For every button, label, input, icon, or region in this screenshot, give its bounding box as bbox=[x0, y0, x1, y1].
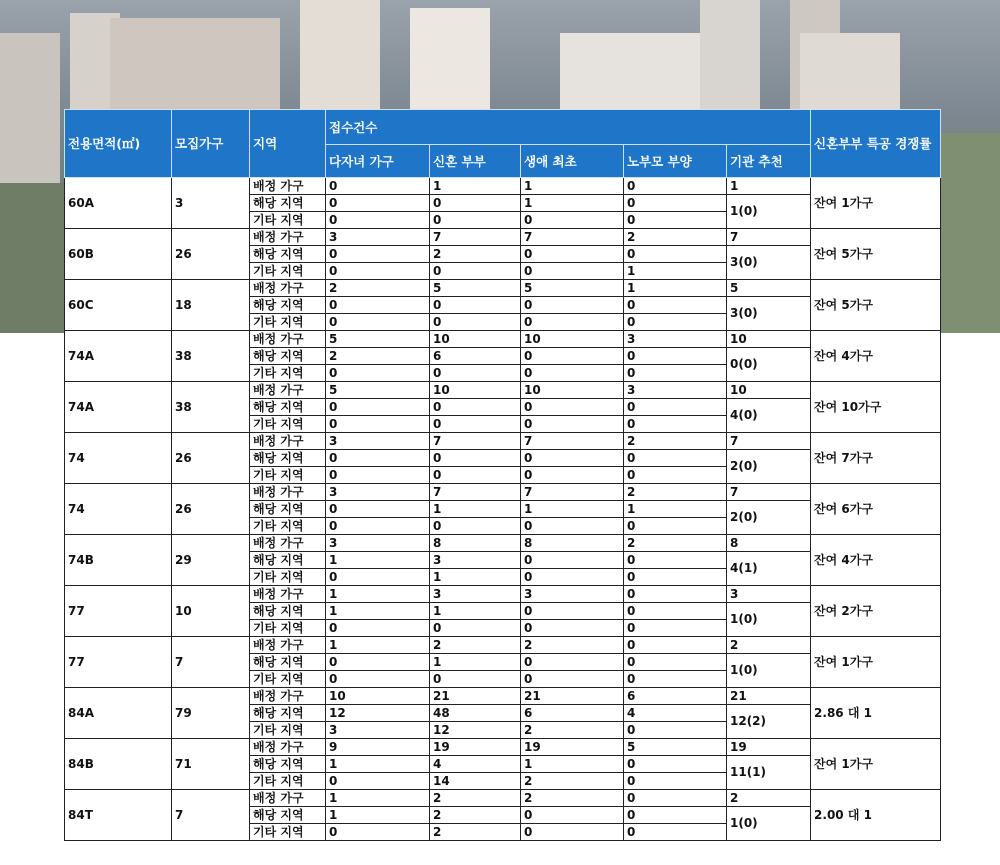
institution-merged-cell: 3(0) bbox=[727, 246, 811, 280]
region-cell: 기타 지역 bbox=[250, 569, 326, 586]
region-cell: 기타 지역 bbox=[250, 773, 326, 790]
area-cell: 77 bbox=[65, 637, 172, 688]
region-cell: 해당 지역 bbox=[250, 297, 326, 314]
multi-child-cell: 1 bbox=[326, 807, 430, 824]
supply-cell: 26 bbox=[172, 433, 250, 484]
multi-child-cell: 0 bbox=[326, 212, 430, 229]
region-cell: 기타 지역 bbox=[250, 518, 326, 535]
elderly-parents-cell: 2 bbox=[624, 433, 727, 450]
elderly-parents-cell: 2 bbox=[624, 535, 727, 552]
table-row bbox=[65, 229, 941, 246]
institution-merged-cell: 1(0) bbox=[727, 195, 811, 229]
table-row bbox=[65, 331, 941, 348]
first-home-cell: 0 bbox=[521, 552, 624, 569]
first-home-cell: 1 bbox=[521, 756, 624, 773]
header-elderly-parents: 노부모 부양 bbox=[624, 145, 727, 178]
first-home-cell: 2 bbox=[521, 790, 624, 807]
region-cell: 해당 지역 bbox=[250, 246, 326, 263]
multi-child-cell: 0 bbox=[326, 654, 430, 671]
area-cell: 84B bbox=[65, 739, 172, 790]
multi-child-cell: 2 bbox=[326, 280, 430, 297]
multi-child-cell: 0 bbox=[326, 569, 430, 586]
elderly-parents-cell: 0 bbox=[624, 620, 727, 637]
multi-child-cell: 1 bbox=[326, 586, 430, 603]
supply-cell: 38 bbox=[172, 331, 250, 382]
first-home-cell: 6 bbox=[521, 705, 624, 722]
multi-child-cell: 10 bbox=[326, 688, 430, 705]
area-cell: 74 bbox=[65, 433, 172, 484]
region-cell: 기타 지역 bbox=[250, 824, 326, 841]
area-cell: 60C bbox=[65, 280, 172, 331]
institution-cell: 7 bbox=[727, 484, 811, 501]
multi-child-cell: 0 bbox=[326, 246, 430, 263]
first-home-cell: 0 bbox=[521, 518, 624, 535]
multi-child-cell: 0 bbox=[326, 773, 430, 790]
institution-merged-cell: 2(0) bbox=[727, 501, 811, 535]
institution-cell: 21 bbox=[727, 688, 811, 705]
table-row bbox=[65, 178, 941, 195]
header-newlywed: 신혼 부부 bbox=[430, 145, 521, 178]
elderly-parents-cell: 2 bbox=[624, 229, 727, 246]
institution-merged-cell: 4(0) bbox=[727, 399, 811, 433]
region-cell: 해당 지역 bbox=[250, 501, 326, 518]
newlywed-cell: 0 bbox=[430, 450, 521, 467]
table-row bbox=[65, 433, 941, 450]
region-cell: 해당 지역 bbox=[250, 807, 326, 824]
multi-child-cell: 0 bbox=[326, 297, 430, 314]
elderly-parents-cell: 4 bbox=[624, 705, 727, 722]
table-row bbox=[65, 688, 941, 705]
region-cell: 배정 가구 bbox=[250, 688, 326, 705]
newlywed-cell: 21 bbox=[430, 688, 521, 705]
multi-child-cell: 9 bbox=[326, 739, 430, 756]
newlywed-cell: 0 bbox=[430, 365, 521, 382]
first-home-cell: 0 bbox=[521, 416, 624, 433]
institution-cell: 8 bbox=[727, 535, 811, 552]
newlywed-cell: 0 bbox=[430, 518, 521, 535]
first-home-cell: 0 bbox=[521, 807, 624, 824]
newlywed-cell: 0 bbox=[430, 297, 521, 314]
newlywed-cell: 1 bbox=[430, 501, 521, 518]
region-cell: 배정 가구 bbox=[250, 637, 326, 654]
region-cell: 기타 지역 bbox=[250, 416, 326, 433]
supply-cell: 38 bbox=[172, 382, 250, 433]
newlywed-cell: 0 bbox=[430, 212, 521, 229]
institution-cell: 10 bbox=[727, 382, 811, 399]
region-cell: 기타 지역 bbox=[250, 263, 326, 280]
multi-child-cell: 12 bbox=[326, 705, 430, 722]
competition-cell: 잔여 1가구 bbox=[811, 739, 941, 790]
institution-merged-cell: 1(0) bbox=[727, 603, 811, 637]
first-home-cell: 0 bbox=[521, 569, 624, 586]
supply-cell: 10 bbox=[172, 586, 250, 637]
institution-cell: 19 bbox=[727, 739, 811, 756]
special-supply-result-table bbox=[64, 109, 941, 841]
elderly-parents-cell: 0 bbox=[624, 569, 727, 586]
newlywed-cell: 0 bbox=[430, 314, 521, 331]
elderly-parents-cell: 0 bbox=[624, 518, 727, 535]
area-cell: 77 bbox=[65, 586, 172, 637]
newlywed-cell: 1 bbox=[430, 603, 521, 620]
newlywed-cell: 0 bbox=[430, 263, 521, 280]
elderly-parents-cell: 6 bbox=[624, 688, 727, 705]
area-cell: 84T bbox=[65, 790, 172, 841]
region-cell: 배정 가구 bbox=[250, 280, 326, 297]
region-cell: 해당 지역 bbox=[250, 756, 326, 773]
competition-cell: 잔여 4가구 bbox=[811, 535, 941, 586]
elderly-parents-cell: 2 bbox=[624, 484, 727, 501]
newlywed-cell: 2 bbox=[430, 246, 521, 263]
competition-cell: 잔여 2가구 bbox=[811, 586, 941, 637]
header-institution: 기관 추천 bbox=[727, 145, 811, 178]
region-cell: 배정 가구 bbox=[250, 790, 326, 807]
newlywed-cell: 12 bbox=[430, 722, 521, 739]
newlywed-cell: 14 bbox=[430, 773, 521, 790]
header-applications: 접수건수 bbox=[326, 110, 811, 145]
newlywed-cell: 0 bbox=[430, 620, 521, 637]
first-home-cell: 7 bbox=[521, 484, 624, 501]
elderly-parents-cell: 0 bbox=[624, 790, 727, 807]
supply-cell: 79 bbox=[172, 688, 250, 739]
region-cell: 배정 가구 bbox=[250, 229, 326, 246]
header-competition: 신혼부부 특공 경쟁률 bbox=[811, 110, 941, 178]
first-home-cell: 10 bbox=[521, 331, 624, 348]
competition-cell: 잔여 6가구 bbox=[811, 484, 941, 535]
multi-child-cell: 1 bbox=[326, 603, 430, 620]
competition-cell: 잔여 4가구 bbox=[811, 331, 941, 382]
multi-child-cell: 1 bbox=[326, 637, 430, 654]
elderly-parents-cell: 0 bbox=[624, 807, 727, 824]
multi-child-cell: 0 bbox=[326, 450, 430, 467]
elderly-parents-cell: 0 bbox=[624, 314, 727, 331]
supply-cell: 7 bbox=[172, 790, 250, 841]
region-cell: 해당 지역 bbox=[250, 399, 326, 416]
institution-merged-cell: 0(0) bbox=[727, 348, 811, 382]
multi-child-cell: 3 bbox=[326, 229, 430, 246]
first-home-cell: 0 bbox=[521, 399, 624, 416]
first-home-cell: 5 bbox=[521, 280, 624, 297]
supply-cell: 71 bbox=[172, 739, 250, 790]
newlywed-cell: 7 bbox=[430, 484, 521, 501]
institution-cell: 5 bbox=[727, 280, 811, 297]
region-cell: 배정 가구 bbox=[250, 535, 326, 552]
header-first-home: 생애 최초 bbox=[521, 145, 624, 178]
table-body bbox=[65, 178, 941, 841]
competition-cell: 잔여 5가구 bbox=[811, 229, 941, 280]
multi-child-cell: 3 bbox=[326, 433, 430, 450]
multi-child-cell: 1 bbox=[326, 756, 430, 773]
first-home-cell: 0 bbox=[521, 620, 624, 637]
elderly-parents-cell: 0 bbox=[624, 416, 727, 433]
region-cell: 배정 가구 bbox=[250, 382, 326, 399]
first-home-cell: 1 bbox=[521, 195, 624, 212]
header-supply: 모집가구 bbox=[172, 110, 250, 178]
first-home-cell: 0 bbox=[521, 263, 624, 280]
area-cell: 60A bbox=[65, 178, 172, 229]
region-cell: 해당 지역 bbox=[250, 654, 326, 671]
area-cell: 84A bbox=[65, 688, 172, 739]
table-row bbox=[65, 586, 941, 603]
newlywed-cell: 8 bbox=[430, 535, 521, 552]
multi-child-cell: 1 bbox=[326, 552, 430, 569]
area-cell: 74B bbox=[65, 535, 172, 586]
first-home-cell: 2 bbox=[521, 637, 624, 654]
first-home-cell: 2 bbox=[521, 722, 624, 739]
institution-merged-cell: 4(1) bbox=[727, 552, 811, 586]
first-home-cell: 0 bbox=[521, 603, 624, 620]
newlywed-cell: 2 bbox=[430, 637, 521, 654]
region-cell: 해당 지역 bbox=[250, 450, 326, 467]
competition-cell: 잔여 1가구 bbox=[811, 637, 941, 688]
newlywed-cell: 4 bbox=[430, 756, 521, 773]
table-row bbox=[65, 280, 941, 297]
multi-child-cell: 0 bbox=[326, 178, 430, 195]
elderly-parents-cell: 0 bbox=[624, 450, 727, 467]
elderly-parents-cell: 0 bbox=[624, 399, 727, 416]
table-row bbox=[65, 790, 941, 807]
first-home-cell: 1 bbox=[521, 501, 624, 518]
first-home-cell: 0 bbox=[521, 467, 624, 484]
multi-child-cell: 5 bbox=[326, 382, 430, 399]
elderly-parents-cell: 3 bbox=[624, 382, 727, 399]
table-row bbox=[65, 739, 941, 756]
multi-child-cell: 3 bbox=[326, 722, 430, 739]
header-region: 지역 bbox=[250, 110, 326, 178]
newlywed-cell: 0 bbox=[430, 416, 521, 433]
institution-cell: 1 bbox=[727, 178, 811, 195]
region-cell: 기타 지역 bbox=[250, 314, 326, 331]
elderly-parents-cell: 0 bbox=[624, 603, 727, 620]
region-cell: 배정 가구 bbox=[250, 586, 326, 603]
elderly-parents-cell: 0 bbox=[624, 552, 727, 569]
newlywed-cell: 0 bbox=[430, 195, 521, 212]
first-home-cell: 3 bbox=[521, 586, 624, 603]
special-supply-result-table-wrapper bbox=[64, 109, 940, 841]
header-area: 전용면적(㎡) bbox=[65, 110, 172, 178]
first-home-cell: 21 bbox=[521, 688, 624, 705]
multi-child-cell: 3 bbox=[326, 484, 430, 501]
first-home-cell: 0 bbox=[521, 348, 624, 365]
competition-cell: 2.86 대 1 bbox=[811, 688, 941, 739]
first-home-cell: 0 bbox=[521, 654, 624, 671]
elderly-parents-cell: 0 bbox=[624, 212, 727, 229]
newlywed-cell: 1 bbox=[430, 569, 521, 586]
institution-cell: 2 bbox=[727, 790, 811, 807]
newlywed-cell: 19 bbox=[430, 739, 521, 756]
newlywed-cell: 1 bbox=[430, 654, 521, 671]
multi-child-cell: 0 bbox=[326, 824, 430, 841]
multi-child-cell: 1 bbox=[326, 790, 430, 807]
first-home-cell: 7 bbox=[521, 229, 624, 246]
institution-cell: 2 bbox=[727, 637, 811, 654]
first-home-cell: 0 bbox=[521, 365, 624, 382]
first-home-cell: 0 bbox=[521, 450, 624, 467]
newlywed-cell: 0 bbox=[430, 399, 521, 416]
elderly-parents-cell: 0 bbox=[624, 773, 727, 790]
first-home-cell: 0 bbox=[521, 314, 624, 331]
region-cell: 기타 지역 bbox=[250, 365, 326, 382]
multi-child-cell: 0 bbox=[326, 195, 430, 212]
header-multi-child: 다자녀 가구 bbox=[326, 145, 430, 178]
newlywed-cell: 0 bbox=[430, 671, 521, 688]
area-cell: 74A bbox=[65, 331, 172, 382]
elderly-parents-cell: 1 bbox=[624, 501, 727, 518]
elderly-parents-cell: 0 bbox=[624, 756, 727, 773]
elderly-parents-cell: 0 bbox=[624, 195, 727, 212]
region-cell: 기타 지역 bbox=[250, 620, 326, 637]
elderly-parents-cell: 0 bbox=[624, 824, 727, 841]
elderly-parents-cell: 0 bbox=[624, 722, 727, 739]
institution-merged-cell: 1(0) bbox=[727, 807, 811, 841]
multi-child-cell: 0 bbox=[326, 518, 430, 535]
newlywed-cell: 6 bbox=[430, 348, 521, 365]
multi-child-cell: 0 bbox=[326, 365, 430, 382]
elderly-parents-cell: 0 bbox=[624, 654, 727, 671]
multi-child-cell: 2 bbox=[326, 348, 430, 365]
newlywed-cell: 7 bbox=[430, 433, 521, 450]
competition-cell: 잔여 10가구 bbox=[811, 382, 941, 433]
competition-cell: 잔여 1가구 bbox=[811, 178, 941, 229]
multi-child-cell: 0 bbox=[326, 314, 430, 331]
region-cell: 기타 지역 bbox=[250, 671, 326, 688]
newlywed-cell: 1 bbox=[430, 178, 521, 195]
supply-cell: 7 bbox=[172, 637, 250, 688]
institution-cell: 7 bbox=[727, 433, 811, 450]
newlywed-cell: 10 bbox=[430, 382, 521, 399]
institution-merged-cell: 3(0) bbox=[727, 297, 811, 331]
competition-cell: 잔여 7가구 bbox=[811, 433, 941, 484]
newlywed-cell: 2 bbox=[430, 790, 521, 807]
supply-cell: 29 bbox=[172, 535, 250, 586]
supply-cell: 26 bbox=[172, 484, 250, 535]
elderly-parents-cell: 0 bbox=[624, 586, 727, 603]
multi-child-cell: 0 bbox=[326, 620, 430, 637]
region-cell: 해당 지역 bbox=[250, 705, 326, 722]
area-cell: 74 bbox=[65, 484, 172, 535]
first-home-cell: 0 bbox=[521, 671, 624, 688]
multi-child-cell: 0 bbox=[326, 399, 430, 416]
supply-cell: 3 bbox=[172, 178, 250, 229]
institution-merged-cell: 11(1) bbox=[727, 756, 811, 790]
table-row bbox=[65, 382, 941, 399]
multi-child-cell: 0 bbox=[326, 501, 430, 518]
newlywed-cell: 2 bbox=[430, 824, 521, 841]
region-cell: 해당 지역 bbox=[250, 552, 326, 569]
supply-cell: 18 bbox=[172, 280, 250, 331]
institution-cell: 3 bbox=[727, 586, 811, 603]
elderly-parents-cell: 0 bbox=[624, 178, 727, 195]
multi-child-cell: 0 bbox=[326, 671, 430, 688]
competition-cell: 잔여 5가구 bbox=[811, 280, 941, 331]
region-cell: 기타 지역 bbox=[250, 467, 326, 484]
first-home-cell: 1 bbox=[521, 178, 624, 195]
institution-merged-cell: 1(0) bbox=[727, 654, 811, 688]
multi-child-cell: 0 bbox=[326, 416, 430, 433]
multi-child-cell: 3 bbox=[326, 535, 430, 552]
table-row bbox=[65, 637, 941, 654]
elderly-parents-cell: 0 bbox=[624, 365, 727, 382]
elderly-parents-cell: 3 bbox=[624, 331, 727, 348]
first-home-cell: 2 bbox=[521, 773, 624, 790]
elderly-parents-cell: 0 bbox=[624, 348, 727, 365]
multi-child-cell: 0 bbox=[326, 263, 430, 280]
first-home-cell: 0 bbox=[521, 824, 624, 841]
first-home-cell: 7 bbox=[521, 433, 624, 450]
multi-child-cell: 0 bbox=[326, 467, 430, 484]
region-cell: 배정 가구 bbox=[250, 331, 326, 348]
area-cell: 60B bbox=[65, 229, 172, 280]
table-row bbox=[65, 484, 941, 501]
elderly-parents-cell: 0 bbox=[624, 637, 727, 654]
supply-cell: 26 bbox=[172, 229, 250, 280]
elderly-parents-cell: 1 bbox=[624, 263, 727, 280]
institution-merged-cell: 12(2) bbox=[727, 705, 811, 739]
newlywed-cell: 0 bbox=[430, 467, 521, 484]
region-cell: 해당 지역 bbox=[250, 348, 326, 365]
institution-cell: 10 bbox=[727, 331, 811, 348]
elderly-parents-cell: 0 bbox=[624, 671, 727, 688]
elderly-parents-cell: 0 bbox=[624, 246, 727, 263]
region-cell: 배정 가구 bbox=[250, 178, 326, 195]
region-cell: 배정 가구 bbox=[250, 484, 326, 501]
elderly-parents-cell: 0 bbox=[624, 297, 727, 314]
newlywed-cell: 7 bbox=[430, 229, 521, 246]
region-cell: 해당 지역 bbox=[250, 195, 326, 212]
institution-merged-cell: 2(0) bbox=[727, 450, 811, 484]
elderly-parents-cell: 5 bbox=[624, 739, 727, 756]
region-cell: 배정 가구 bbox=[250, 739, 326, 756]
elderly-parents-cell: 1 bbox=[624, 280, 727, 297]
newlywed-cell: 3 bbox=[430, 552, 521, 569]
region-cell: 기타 지역 bbox=[250, 722, 326, 739]
region-cell: 배정 가구 bbox=[250, 433, 326, 450]
institution-cell: 7 bbox=[727, 229, 811, 246]
newlywed-cell: 5 bbox=[430, 280, 521, 297]
area-cell: 74A bbox=[65, 382, 172, 433]
first-home-cell: 19 bbox=[521, 739, 624, 756]
newlywed-cell: 3 bbox=[430, 586, 521, 603]
newlywed-cell: 10 bbox=[430, 331, 521, 348]
newlywed-cell: 2 bbox=[430, 807, 521, 824]
elderly-parents-cell: 0 bbox=[624, 467, 727, 484]
first-home-cell: 8 bbox=[521, 535, 624, 552]
table-row bbox=[65, 535, 941, 552]
region-cell: 기타 지역 bbox=[250, 212, 326, 229]
competition-cell: 2.00 대 1 bbox=[811, 790, 941, 841]
first-home-cell: 10 bbox=[521, 382, 624, 399]
region-cell: 해당 지역 bbox=[250, 603, 326, 620]
newlywed-cell: 48 bbox=[430, 705, 521, 722]
first-home-cell: 0 bbox=[521, 246, 624, 263]
first-home-cell: 0 bbox=[521, 297, 624, 314]
multi-child-cell: 5 bbox=[326, 331, 430, 348]
first-home-cell: 0 bbox=[521, 212, 624, 229]
